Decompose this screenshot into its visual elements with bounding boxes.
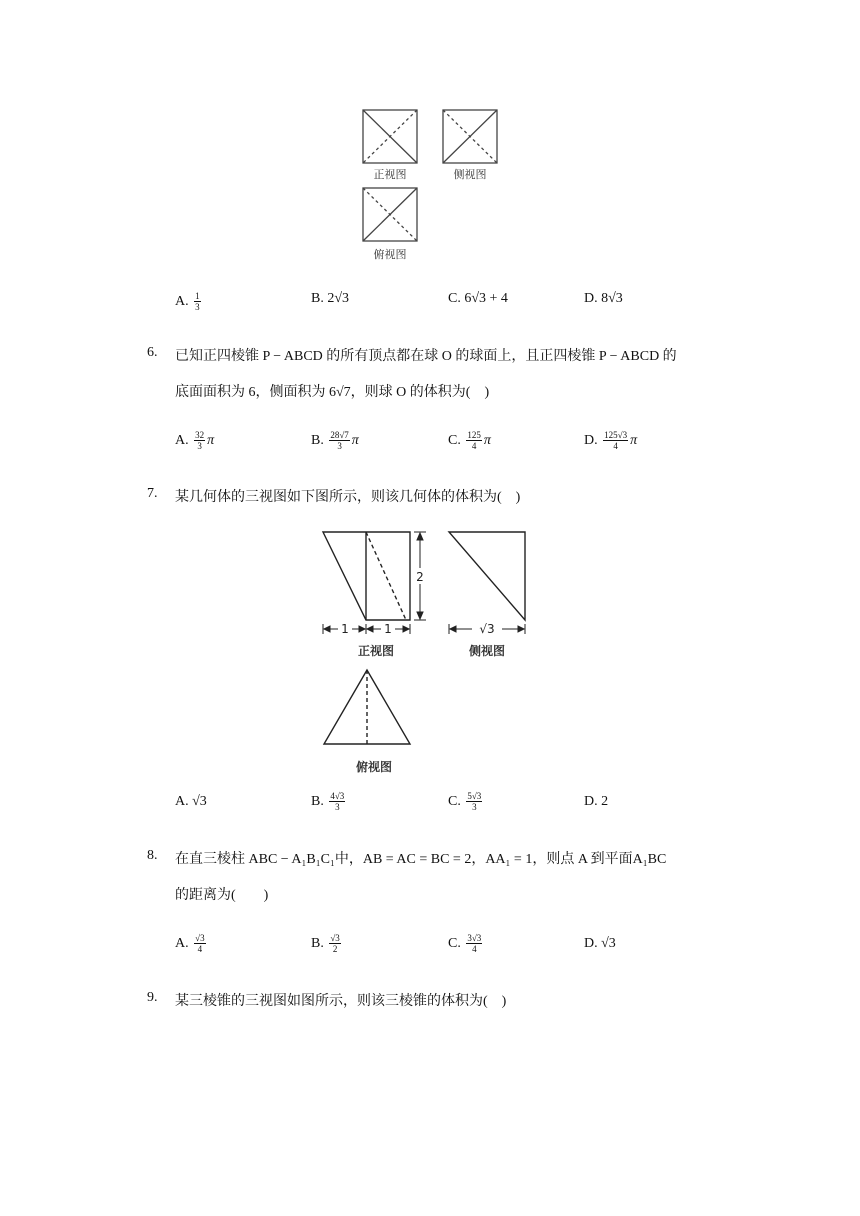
- q7-dim-side: √3: [479, 622, 495, 636]
- q8-option-c[interactable]: C. $\frac{3√3}{4}$: [448, 933, 482, 954]
- q7-top-view: [324, 670, 410, 744]
- q8-option-b[interactable]: B. $\frac{√3}{2}$: [311, 933, 340, 954]
- q5-three-views-figure: [0, 0, 860, 280]
- q9-text-line1: 某三棱锥的三视图如图所示，则该三棱锥的体积为( ): [175, 994, 507, 1009]
- q8-text-line1: 在直三棱柱 ABC − A₁B₁C₁中，AB = AC = BC = 2，AA₁ = 1，则点 A 到平面A₁BC: [175, 852, 667, 867]
- q7-width-dimension: [323, 624, 410, 634]
- q7-option-d[interactable]: D. 2: [584, 794, 609, 809]
- q7-option-a[interactable]: A. √3: [175, 794, 207, 809]
- q7-option-b[interactable]: B. $\frac{4√3}{3}$: [311, 791, 345, 812]
- q7-option-c[interactable]: C. $\frac{5√3}{3}$: [448, 791, 482, 812]
- q5-front-view: [363, 110, 417, 163]
- q7-front-view: [323, 532, 410, 620]
- q7-side-caption: 侧视图: [468, 644, 506, 658]
- q7-front-caption: 正视图: [357, 644, 395, 658]
- q8-option-d[interactable]: D. √3: [584, 936, 616, 951]
- q6-option-c[interactable]: C. $\frac{125}{4}$ π: [448, 430, 491, 451]
- q5-front-caption: 正视图: [373, 168, 407, 181]
- q5-option-a[interactable]: A. $\frac{1}{3}$: [175, 291, 200, 312]
- q8-number: 8.: [147, 848, 158, 863]
- q5-option-a-fraction: $\frac{1}{3}$: [195, 291, 200, 312]
- q5-option-c[interactable]: C. 6√3 + 4: [448, 291, 508, 306]
- q5-top-view: [363, 188, 417, 241]
- q5-side-caption: 侧视图: [453, 168, 487, 181]
- q5-side-view: [443, 110, 497, 163]
- q7-side-view: [449, 532, 525, 620]
- q7-three-views-figure: [0, 520, 860, 790]
- q6-text-line1: 已知正四棱锥 P − ABCD 的所有顶点都在球 O 的球面上，且正四棱锥 P − ABCD 的: [175, 349, 677, 364]
- q7-text-line1: 某几何体的三视图如下图所示，则该几何体的体积为( ): [175, 490, 521, 505]
- q7-number: 7.: [147, 486, 158, 501]
- q5-option-d[interactable]: D. 8√3: [584, 291, 623, 306]
- q7-top-caption: 俯视图: [355, 760, 393, 774]
- q6-text-line2: 底面面积为 6，侧面积为 6√7，则球 O 的体积为( ): [175, 385, 490, 400]
- q6-option-d[interactable]: D. $\frac{125√3}{4}$ π: [584, 430, 638, 451]
- q7-dim-left: 1: [341, 622, 349, 636]
- q6-option-b[interactable]: B. $\frac{28√7}{3}$ π: [311, 430, 359, 451]
- q7-dim-height: 2: [416, 570, 424, 584]
- q8-option-a[interactable]: A. $\frac{√3}{4}$: [175, 933, 205, 954]
- q8-text-line2: 的距离为( ): [175, 888, 269, 903]
- q5-option-b[interactable]: B. 2√3: [311, 291, 350, 306]
- q9-number: 9.: [147, 990, 158, 1005]
- q6-number: 6.: [147, 345, 158, 360]
- q6-option-a[interactable]: A. $\frac{32}{3}$ π: [175, 430, 215, 451]
- q5-top-caption: 俯视图: [373, 248, 407, 261]
- q7-dim-right: 1: [384, 622, 392, 636]
